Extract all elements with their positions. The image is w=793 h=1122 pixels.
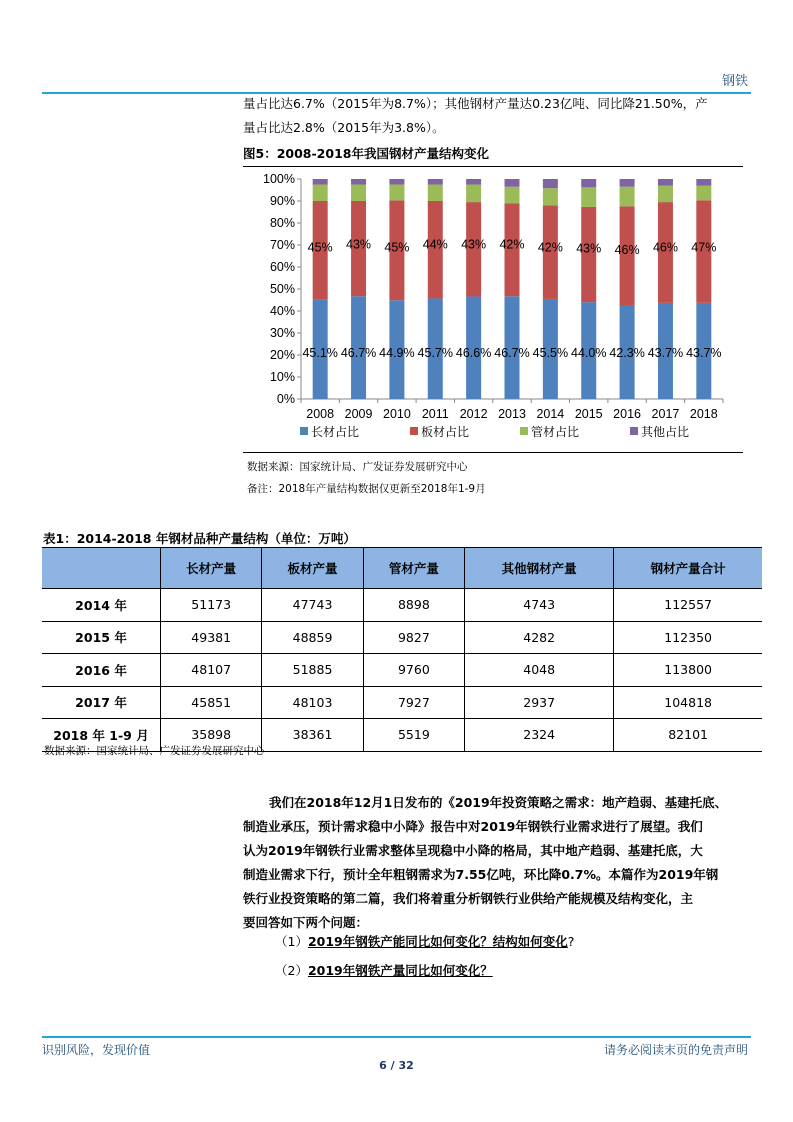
- bar-segment: [543, 188, 558, 205]
- body-line: 我们在2018年12月1日发布的《2019年投资策略之需求：地产趋弱、基建托底、: [269, 795, 728, 810]
- table-cell: 7927: [363, 686, 464, 719]
- table-cell: 51885: [262, 654, 363, 687]
- legend-swatch: [630, 427, 638, 435]
- body-line: 要回答如下两个问题：: [243, 915, 369, 930]
- data-label: 45%: [384, 240, 410, 255]
- y-tick-label: 10%: [269, 370, 295, 384]
- question-number: （1）: [275, 934, 308, 949]
- y-tick-label: 90%: [269, 194, 295, 208]
- data-label: 46%: [614, 242, 640, 257]
- x-tick-label: 2011: [421, 407, 449, 421]
- bar-segment: [466, 185, 481, 203]
- x-tick-label: 2015: [574, 407, 603, 421]
- bar-segment: [313, 179, 328, 185]
- bar-segment: [389, 185, 404, 201]
- question-2: [275, 961, 493, 979]
- data-label: 46.7%: [340, 346, 377, 361]
- figure-source: 数据来源：国家统计局、广发证券发展研究中心: [247, 461, 468, 473]
- header-section-title: 钢铁: [721, 74, 748, 89]
- data-label: 43%: [346, 237, 372, 252]
- y-tick-label: 100%: [263, 172, 295, 186]
- table-cell: 51173: [161, 589, 262, 622]
- table-cell: 48107: [161, 654, 262, 687]
- footer-slogan: 识别风险，发现价值: [42, 1043, 151, 1057]
- bar-segment: [696, 186, 711, 201]
- table-cell: 2324: [465, 719, 614, 752]
- y-tick-label: 20%: [269, 348, 295, 362]
- row-year: 2018 年 1-9 月: [42, 719, 161, 752]
- production-table: [42, 547, 762, 752]
- row-year: 2017 年: [42, 686, 161, 719]
- question-tail: ?: [567, 934, 575, 949]
- bar-segment: [581, 179, 596, 187]
- bar-segment: [620, 187, 635, 207]
- x-tick-label: 2010: [383, 407, 411, 421]
- table-cell: 104818: [614, 686, 762, 719]
- table-cell: 113800: [614, 654, 762, 687]
- intro-line-1: 量占比达6.7%（2015年为8.7%）；其他钢材产量达0.23亿吨、同比降21.50%，产: [243, 96, 708, 111]
- y-tick-label: 80%: [269, 216, 295, 230]
- bar-segment: [389, 179, 404, 185]
- intro-line-2: 量占比达2.8%（2015年为3.8%）。: [243, 120, 445, 135]
- footer-disclaimer: 请务必阅读末页的免责声明: [603, 1043, 748, 1057]
- x-tick-label: 2013: [498, 407, 526, 421]
- x-tick-label: 2014: [536, 407, 565, 421]
- row-year: 2014 年: [42, 589, 161, 622]
- x-tick-label: 2009: [344, 407, 373, 421]
- data-label: 43%: [576, 241, 602, 256]
- legend-label: 板材占比: [421, 425, 470, 439]
- bar-segment: [696, 179, 711, 186]
- y-tick-label: 60%: [269, 260, 295, 274]
- data-label: 45.1%: [302, 346, 338, 361]
- table-cell: 35898: [161, 719, 262, 752]
- legend-label: 其他占比: [641, 425, 690, 439]
- table-cell: 112557: [614, 589, 762, 622]
- footer-divider: [42, 1036, 751, 1038]
- bar-segment: [351, 179, 366, 185]
- table-header-cell: 板材产量: [262, 548, 363, 589]
- body-line: 制造业需求下行，预计全年粗钢需求为7.55亿吨，环比降0.7%。本篇作为2019年钢: [243, 867, 719, 882]
- legend-swatch: [410, 427, 418, 435]
- data-label: 43.7%: [686, 346, 722, 361]
- table-row: [42, 654, 762, 687]
- table-cell: 49381: [161, 621, 262, 654]
- body-paragraph: [243, 791, 753, 935]
- y-tick-label: 30%: [269, 326, 295, 340]
- x-tick-label: 2016: [613, 407, 641, 421]
- data-label: 42.3%: [609, 346, 645, 361]
- table-cell: 38361: [262, 719, 363, 752]
- x-tick-label: 2008: [306, 407, 335, 421]
- row-year: 2016 年: [42, 654, 161, 687]
- data-label: 44.0%: [571, 346, 607, 361]
- table-header-cell: 管材产量: [363, 548, 464, 589]
- table-header-cell: 钢材产量合计: [614, 548, 762, 589]
- body-line: 铁行业投资策略的第二篇，我们将着重分析钢铁行业供给产能规模及结构变化，主: [243, 891, 694, 906]
- bar-segment: [351, 185, 366, 202]
- bar-segment: [428, 185, 443, 202]
- y-tick-label: 40%: [269, 304, 295, 318]
- legend-swatch: [520, 427, 528, 435]
- data-label: 45.5%: [532, 346, 569, 361]
- question-text: 2019年钢铁产量同比如何变化？: [307, 963, 493, 978]
- table-cell: 4743: [465, 589, 614, 622]
- data-label: 46%: [652, 240, 678, 255]
- bar-segment: [581, 187, 596, 207]
- x-tick-label: 2012: [459, 407, 488, 421]
- figure-top-rule: [243, 166, 743, 167]
- data-label: 44.9%: [379, 346, 415, 361]
- legend-label: 管材占比: [531, 425, 580, 439]
- data-label: 45%: [307, 240, 333, 255]
- table-cell: 48103: [262, 686, 363, 719]
- table-header-cell: [42, 548, 161, 589]
- y-tick-label: 0%: [276, 392, 295, 406]
- table-cell: 48859: [262, 621, 363, 654]
- question-1: [275, 932, 574, 950]
- figure-note: 备注：2018年产量结构数据仅更新至2018年1-9月: [247, 483, 486, 495]
- figure-bottom-rule: [243, 452, 743, 453]
- table-cell: 8898: [363, 589, 464, 622]
- table-cell: 4282: [465, 621, 614, 654]
- data-label: 44%: [422, 237, 448, 252]
- stacked-bar-chart: [243, 170, 743, 450]
- table-cell: 112350: [614, 621, 762, 654]
- bar-segment: [505, 187, 520, 204]
- x-tick-label: 2018: [689, 407, 718, 421]
- table-title: 表1：2014-2018 年钢材品种产量结构（单位：万吨）: [43, 531, 356, 546]
- bar-segment: [505, 179, 520, 187]
- question-number: （2）: [275, 963, 308, 978]
- data-label: 42%: [537, 240, 563, 255]
- table-cell: 45851: [161, 686, 262, 719]
- table-header-row: [42, 548, 762, 589]
- table-cell: 2937: [465, 686, 614, 719]
- legend-label: 长材占比: [311, 425, 360, 439]
- chart-canvas: [243, 170, 743, 450]
- data-label: 43%: [461, 237, 487, 252]
- data-label: 47%: [691, 240, 717, 255]
- y-tick-label: 70%: [269, 238, 295, 252]
- bar-segment: [658, 179, 673, 186]
- x-tick-label: 2017: [651, 407, 680, 421]
- data-label: 46.6%: [455, 346, 492, 361]
- table-cell: 9827: [363, 621, 464, 654]
- bar-segment: [428, 179, 443, 185]
- bar-segment: [543, 179, 558, 188]
- data-label: 43.7%: [647, 346, 684, 361]
- table-cell: 9760: [363, 654, 464, 687]
- table-row: [42, 686, 762, 719]
- table-source: 数据来源：国家统计局、广发证券发展研究中心: [44, 745, 265, 757]
- table-cell: 5519: [363, 719, 464, 752]
- page-number: 6 / 32: [379, 1059, 414, 1072]
- legend-swatch: [300, 427, 308, 435]
- data-label: 45.7%: [417, 346, 453, 361]
- intro-text: [243, 92, 753, 140]
- question-text: 2019年钢铁产能同比如何变化？结构如何变化: [307, 934, 568, 949]
- table-header-cell: 长材产量: [161, 548, 262, 589]
- table-header-cell: 其他钢材产量: [465, 548, 614, 589]
- row-year: 2015 年: [42, 621, 161, 654]
- data-label: 42%: [499, 237, 525, 252]
- data-label: 46.7%: [494, 346, 530, 361]
- bar-segment: [313, 185, 328, 202]
- body-line: 认为2019年钢铁行业需求整体呈现稳中小降的格局，其中地产趋弱、基建托底，大: [243, 843, 703, 858]
- figure-title: 图5：2008-2018年我国钢材产量结构变化: [243, 146, 489, 161]
- table-cell: 47743: [262, 589, 363, 622]
- bar-segment: [620, 179, 635, 187]
- table-cell: 82101: [614, 719, 762, 752]
- table-cell: 4048: [465, 654, 614, 687]
- body-line: 制造业承压，预计需求稳中小降》报告中对2019年钢铁行业需求进行了展望。我们: [243, 819, 703, 834]
- table-row: [42, 621, 762, 654]
- bar-segment: [658, 186, 673, 203]
- table-row: [42, 589, 762, 622]
- bar-segment: [466, 179, 481, 185]
- y-tick-label: 50%: [269, 282, 295, 296]
